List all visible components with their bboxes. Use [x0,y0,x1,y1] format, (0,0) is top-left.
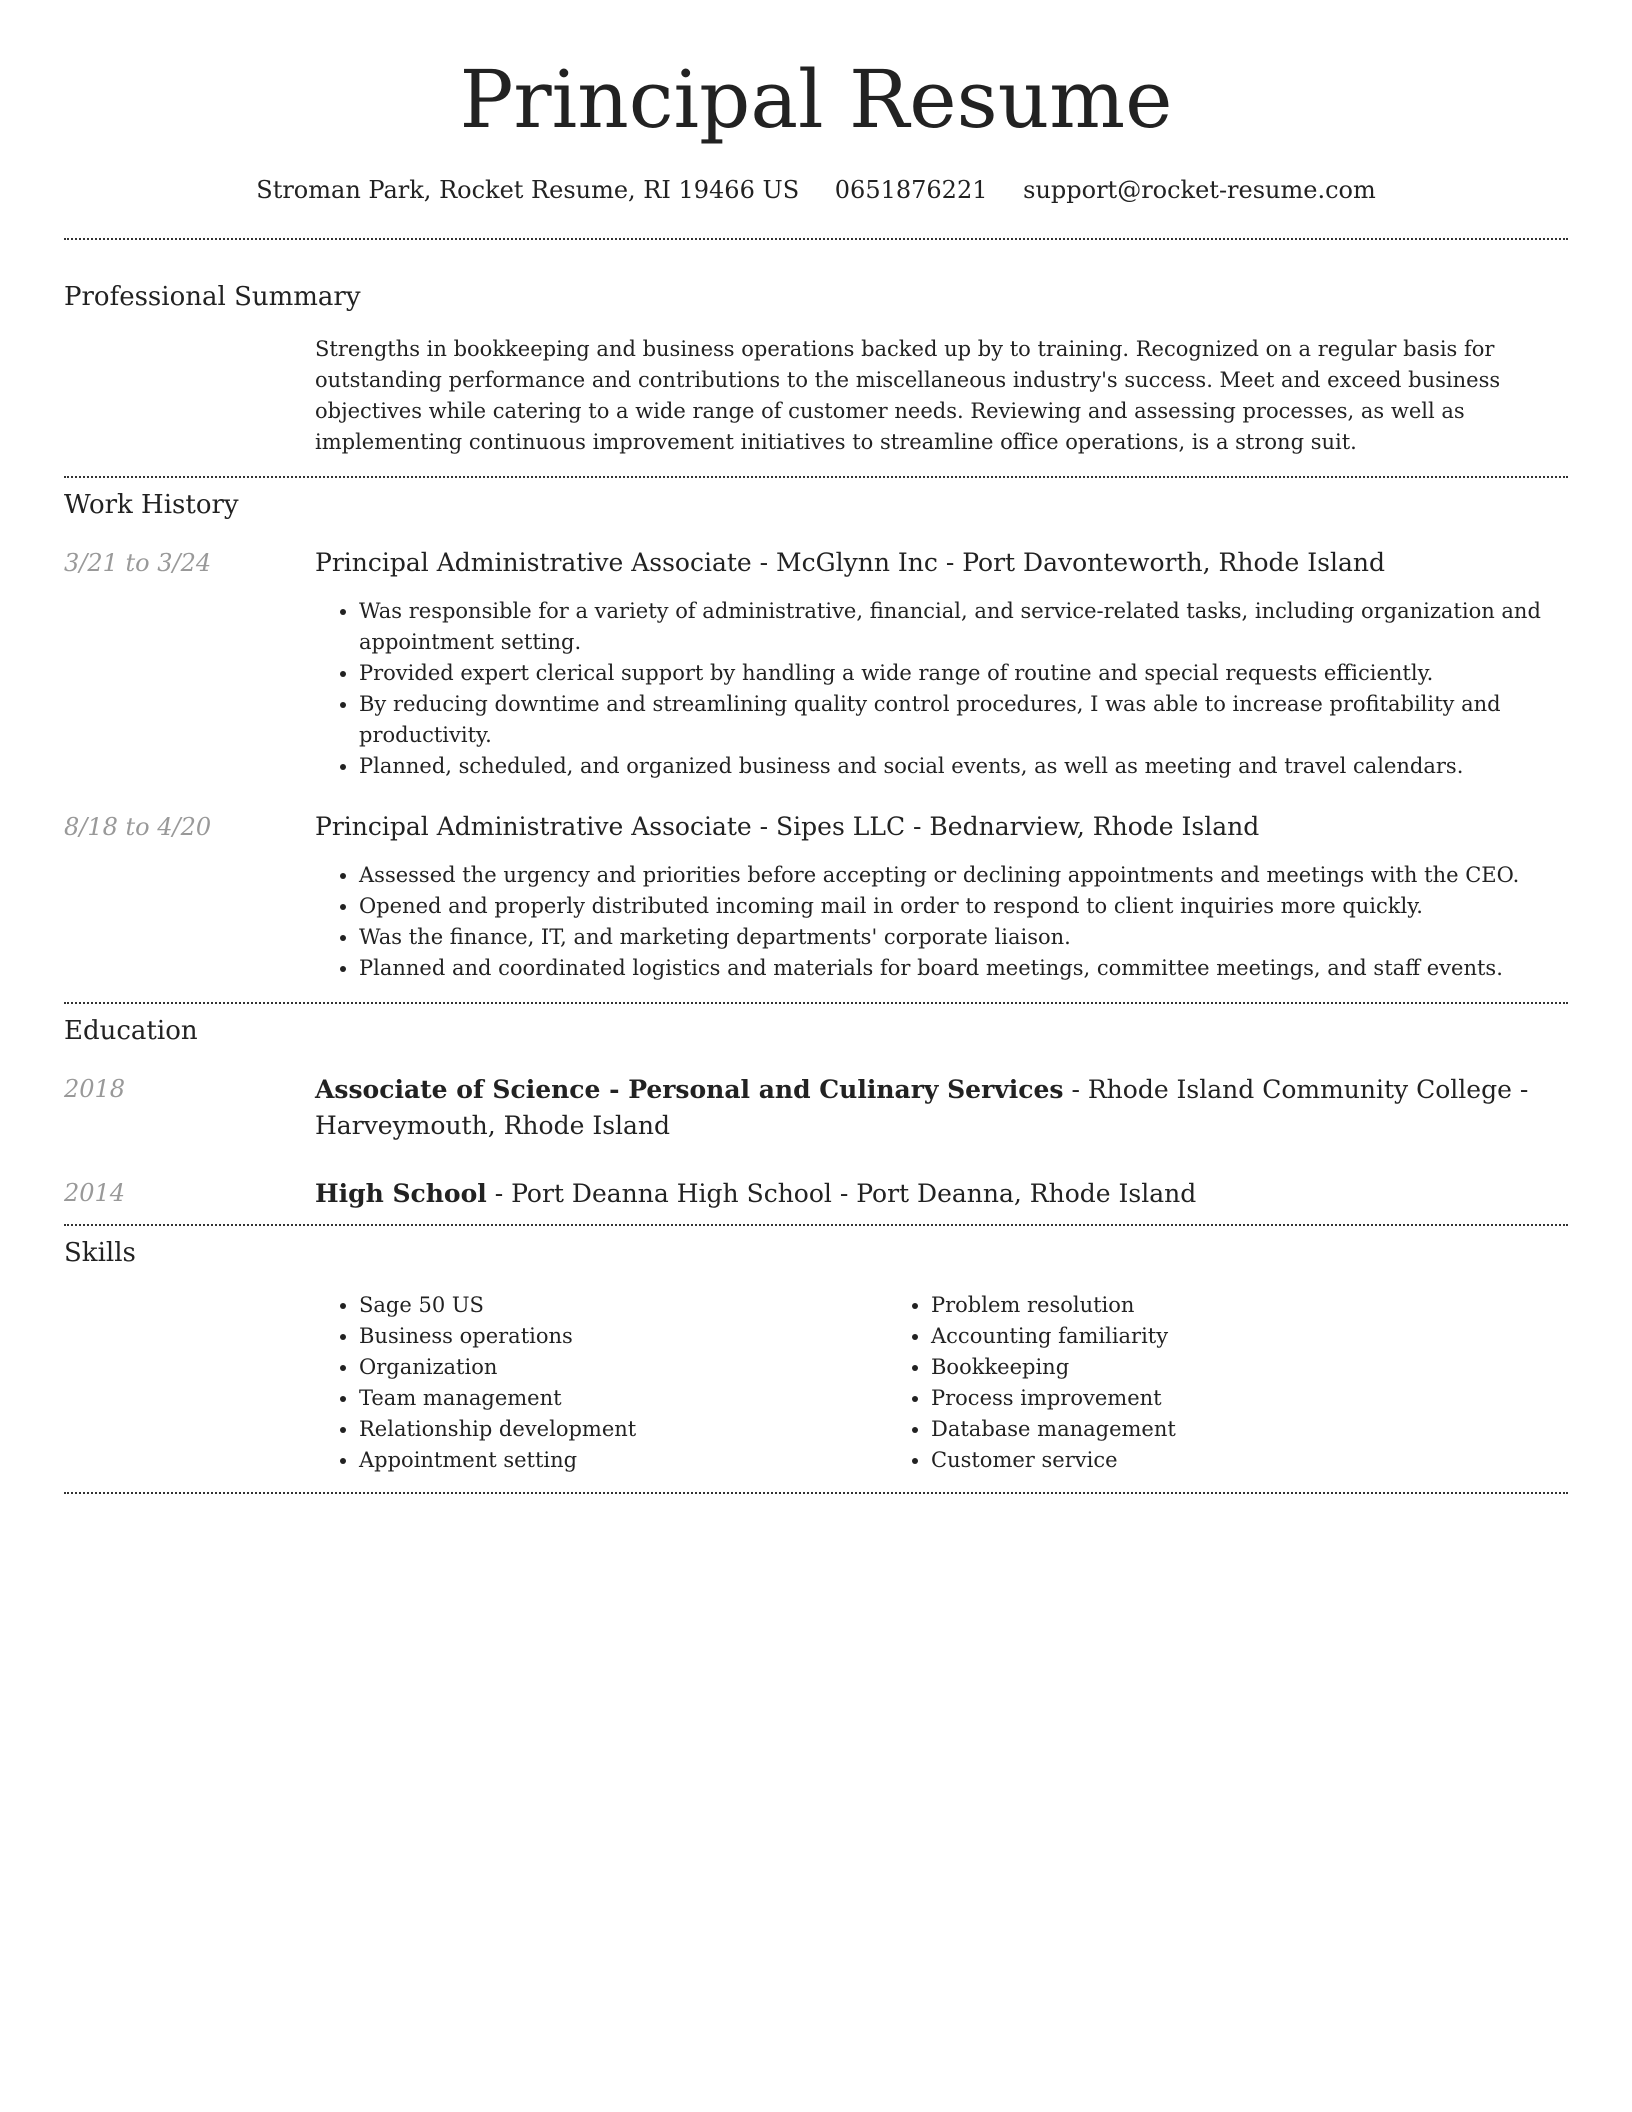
list-item: • Team management [359,1383,887,1414]
list-item: • Bookkeeping [931,1352,1387,1383]
work-section [64,478,1568,1002]
job-dates: 3/21 to 3/24 [64,549,212,577]
list-item: • Relationship development [359,1414,887,1445]
list-item: • Sage 50 US [359,1290,887,1321]
skills-column-1 [315,1290,887,1476]
contact-email: support@rocket-resume.com [1023,176,1376,204]
job-entry [64,546,1568,782]
list-item: • Was responsible for a variety of administrative, financial, and service-related tasks, including organization and appointment setting. [359,596,1568,658]
education-entry [64,1072,1568,1144]
list-item: • Planned, scheduled, and organized business and social events, as well as meeting and travel calendars. [359,751,1568,782]
list-item: • Was the finance, IT, and marketing departments' corporate liaison. [359,922,1568,953]
job-bullets [315,860,1568,984]
list-item: • Customer service [931,1445,1387,1476]
education-school: - Rhode Island Community College - Harveymouth, Rhode Island [315,1075,1529,1140]
divider [64,1492,1568,1494]
contact-address: Stroman Park, Rocket Resume, RI 19466 US [256,176,800,204]
job-entry [64,810,1568,984]
job-bullets [315,596,1568,782]
education-title: Education [64,1016,198,1046]
resume-name: Principal Resume [459,53,1173,146]
job-dates: 8/18 to 4/20 [64,813,212,841]
list-item: • Problem resolution [931,1290,1387,1321]
list-item: • Accounting familiarity [931,1321,1387,1352]
list-item: • Opened and properly distributed incoming mail in order to respond to client inquiries more quickly. [359,891,1568,922]
skills-section [64,1226,1568,1492]
education-year: 2014 [64,1179,126,1207]
education-degree: Associate of Science - Personal and Culinary Services [315,1075,1064,1104]
skills-title: Skills [64,1238,136,1268]
list-item: • By reducing downtime and streamlining quality control procedures, I was able to increase profitability and productivity. [359,689,1568,751]
list-item: • Appointment setting [359,1445,887,1476]
list-item: • Assessed the urgency and priorities before accepting or declining appointments and meetings with the CEO. [359,860,1568,891]
list-item: • Database management [931,1414,1387,1445]
work-title: Work History [64,490,239,520]
summary-title: Professional Summary [64,282,361,312]
job-heading: Principal Administrative Associate - Sipes LLC - Bednarview, Rhode Island [315,812,1260,841]
list-item: • Provided expert clerical support by handling a wide range of routine and special requests efficiently. [359,658,1568,689]
summary-section [64,240,1568,476]
job-heading: Principal Administrative Associate - McGlynn Inc - Port Davonteworth, Rhode Island [315,548,1385,577]
education-section [64,1004,1568,1224]
contact-phone: 0651876221 [834,176,988,204]
summary-text: Strengths in bookkeeping and business operations backed up by to training. Recognized on a regular basis for outstanding performance and contributions to the miscellaneous industry's success. Meet and exceed business objectives while catering to a wide range of customer needs. Reviewing and assessing processes, as well as implementing continuous improvement initiatives to streamline office operations, is a strong suit. [315,337,1501,454]
education-school: - Port Deanna High School - Port Deanna, Rhode Island [486,1179,1197,1208]
education-year: 2018 [64,1075,126,1103]
education-entry [64,1176,1568,1212]
list-item: • Process improvement [931,1383,1387,1414]
list-item: • Organization [359,1352,887,1383]
skills-list [315,1290,1568,1476]
contact-line [64,172,1568,208]
education-degree: High School [315,1179,487,1208]
list-item: • Planned and coordinated logistics and materials for board meetings, committee meetings, and staff events. [359,953,1568,984]
skills-column-2 [887,1290,1387,1476]
list-item: • Business operations [359,1321,887,1352]
